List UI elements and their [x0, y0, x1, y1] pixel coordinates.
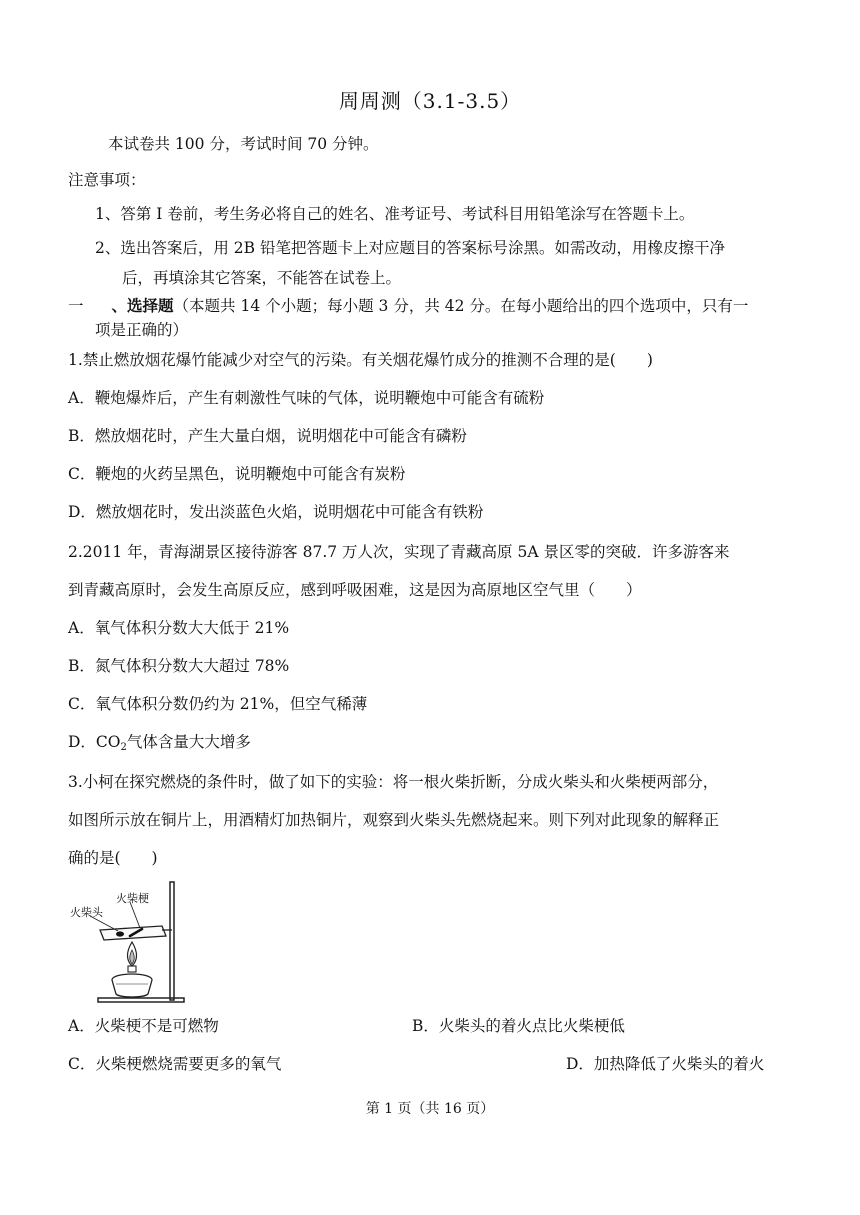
q3-option-c: C．火柴梗燃烧需要更多的氧气	[68, 1055, 282, 1073]
q3-option-b: B．火柴头的着火点比火柴梗低	[412, 1017, 625, 1035]
section-1-desc-line-2: 项是正确的）	[95, 321, 189, 339]
alcohol-lamp-icon	[112, 974, 152, 997]
q2-stem-line-2: 到青藏高原时，会发生高原反应，感到呼吸困难，这是因为高原地区空气里（ ）	[68, 581, 642, 599]
section-1-number: 一	[68, 297, 84, 315]
q2-option-d-suffix: 气体含量大大增多	[126, 733, 251, 751]
q3-stem-line-2: 如图所示放在铜片上，用酒精灯加热铜片，观察到火柴头先燃烧起来。则下列对此现象的解释正	[68, 811, 720, 829]
q2-option-d	[68, 732, 251, 758]
q3-experiment-figure	[68, 880, 188, 1004]
page-title: 周周测（3.1-3.5）	[338, 89, 522, 113]
q3-option-d: D．加热降低了火柴头的着火	[566, 1055, 765, 1073]
notes-item-1: 1、答第 I 卷前，考生务必将自己的姓名、准考证号、考试科目用铅笔涂写在答题卡上。	[95, 205, 695, 223]
q1-option-c: C．鞭炮的火药呈黑色，说明鞭炮中可能含有炭粉	[68, 465, 406, 483]
q2-option-d-prefix: D．CO	[68, 733, 121, 751]
match-head-shape	[116, 931, 124, 936]
q2-option-a: A．氧气体积分数大大低于 21%	[68, 619, 290, 637]
q3-stem-line-1: 3.小柯在探究燃烧的条件时，做了如下的实验：将一根火柴折断，分成火柴头和火柴梗两部分，	[68, 773, 719, 791]
flame-core	[130, 950, 135, 964]
q3-stem-line-3: 确的是( )	[68, 849, 158, 867]
q1-stem: 1.禁止燃放烟花爆竹能减少对空气的污染。有关烟花爆竹成分的推测不合理的是( )	[68, 351, 653, 369]
page-footer: 第 1 页（共 16 页）	[365, 1101, 495, 1117]
label-pointer-stem	[130, 902, 140, 928]
q2-option-c: C．氧气体积分数仍约为 21%，但空气稀薄	[68, 695, 368, 713]
q1-option-d: D．燃放烟花时，发出淡蓝色火焰，说明烟花中可能含有铁粉	[68, 503, 484, 521]
notes-heading: 注意事项：	[68, 171, 146, 189]
notes-item-2-line-2: 后，再填涂其它答案，不能答在试卷上。	[122, 269, 402, 287]
label-match-stem: 火柴梗	[116, 892, 149, 905]
label-match-head: 火柴头	[70, 906, 103, 919]
section-1-title: 、选择题	[111, 296, 174, 315]
q3-option-a: A．火柴梗不是可燃物	[68, 1017, 219, 1035]
stand-rod	[170, 882, 174, 1000]
exam-intro: 本试卷共 100 分，考试时间 70 分钟。	[108, 135, 379, 153]
section-1-heading	[68, 296, 748, 316]
lamp-neck	[128, 966, 136, 972]
q2-stem-line-1: 2.2011 年，青海湖景区接待游客 87.7 万人次，实现了青藏高原 5A 景区零的突破．许多游客来	[68, 543, 730, 561]
q1-option-b: B．燃放烟花时，产生大量白烟，说明烟花中可能含有磷粉	[68, 427, 467, 445]
q1-option-a: A．鞭炮爆炸后，产生有刺激性气味的气体，说明鞭炮中可能含有硫粉	[68, 389, 545, 407]
q2-option-b: B．氮气体积分数大大超过 78%	[68, 657, 290, 675]
section-1-desc-line-1: （本题共 14 个小题；每小题 3 分，共 42 分。在每小题给出的四个选项中，只有一	[173, 297, 749, 315]
notes-item-2-line-1: 2、选出答案后，用 2B 铅笔把答题卡上对应题目的答案标号涂黑。如需改动，用橡皮擦干净	[95, 239, 725, 257]
q2-option-d-subscript: 2	[120, 742, 127, 753]
